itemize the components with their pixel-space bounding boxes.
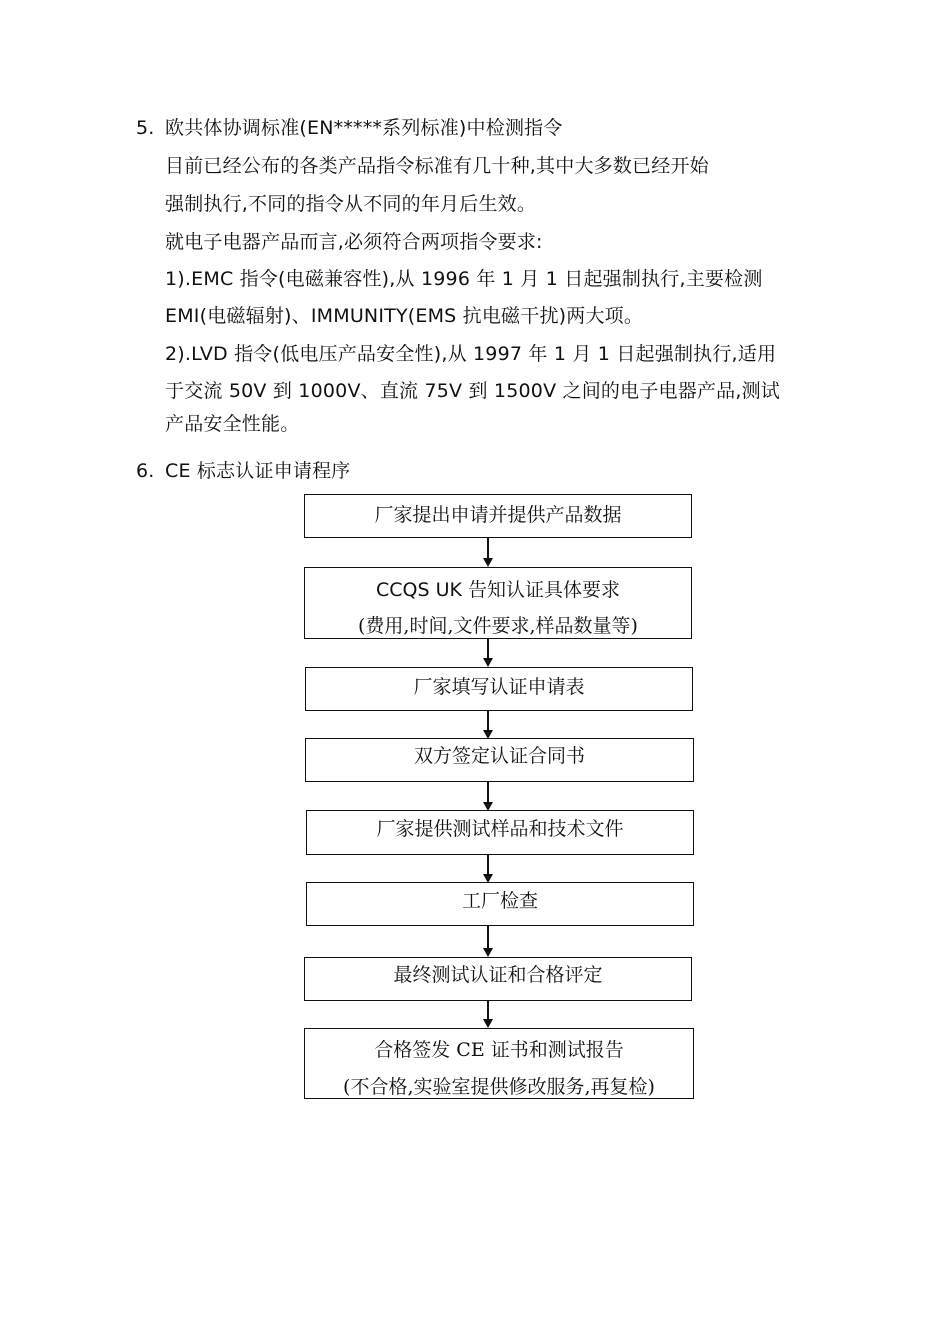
flow-step-text: CCQS UK 告知认证具体要求 <box>376 579 620 601</box>
paragraph-line: 目前已经公布的各类产品指令标准有几十种,其中大多数已经开始 <box>165 155 709 177</box>
flow-step-6 <box>306 882 694 926</box>
flow-step-text: 工厂检查 <box>461 890 538 912</box>
section-6-heading: CE 标志认证申请程序 <box>165 460 351 482</box>
flow-step-5 <box>306 810 694 855</box>
section-5-number: 5. <box>136 117 155 139</box>
paragraph-line: EMI(电磁辐射)、IMMUNITY(EMS 抗电磁干扰)两大项。 <box>165 305 644 327</box>
flow-step-text: 最终测试认证和合格评定 <box>393 964 603 986</box>
flow-step-subtext: (费用,时间,文件要求,样品数量等) <box>358 615 638 637</box>
flow-step-text: 厂家提供测试样品和技术文件 <box>376 818 624 840</box>
section-5-heading: 欧共体协调标准(EN*****系列标准)中检测指令 <box>165 117 563 139</box>
paragraph-line: 于交流 50V 到 1000V、直流 75V 到 1500V 之间的电子电器产品,测试 <box>165 380 780 402</box>
paragraph-line: 强制执行,不同的指令从不同的年月后生效。 <box>165 193 537 215</box>
flow-step-text: 双方签定认证合同书 <box>413 745 585 767</box>
flow-step-2 <box>304 567 692 639</box>
flow-step-7 <box>304 957 692 1001</box>
flow-step-text: 合格签发 CE 证书和测试报告 <box>374 1039 624 1061</box>
paragraph-line: 就电子电器产品而言,必须符合两项指令要求: <box>165 231 543 253</box>
paragraph-line: 1).EMC 指令(电磁兼容性),从 1996 年 1 月 1 日起强制执行,主要检测 <box>165 268 763 290</box>
flow-step-subtext: (不合格,实验室提供修改服务,再复检) <box>343 1076 655 1098</box>
flow-step-3 <box>305 667 693 711</box>
flow-step-text: 厂家提出申请并提供产品数据 <box>374 504 622 526</box>
flow-step-4 <box>305 738 694 782</box>
flow-step-1 <box>304 494 692 538</box>
section-6-number: 6. <box>136 460 155 482</box>
flow-step-text: 厂家填写认证申请表 <box>413 676 585 698</box>
paragraph-line: 2).LVD 指令(低电压产品安全性),从 1997 年 1 月 1 日起强制执行,适用 <box>165 343 777 365</box>
flow-step-8 <box>304 1028 694 1099</box>
paragraph-line: 产品安全性能。 <box>165 413 300 435</box>
